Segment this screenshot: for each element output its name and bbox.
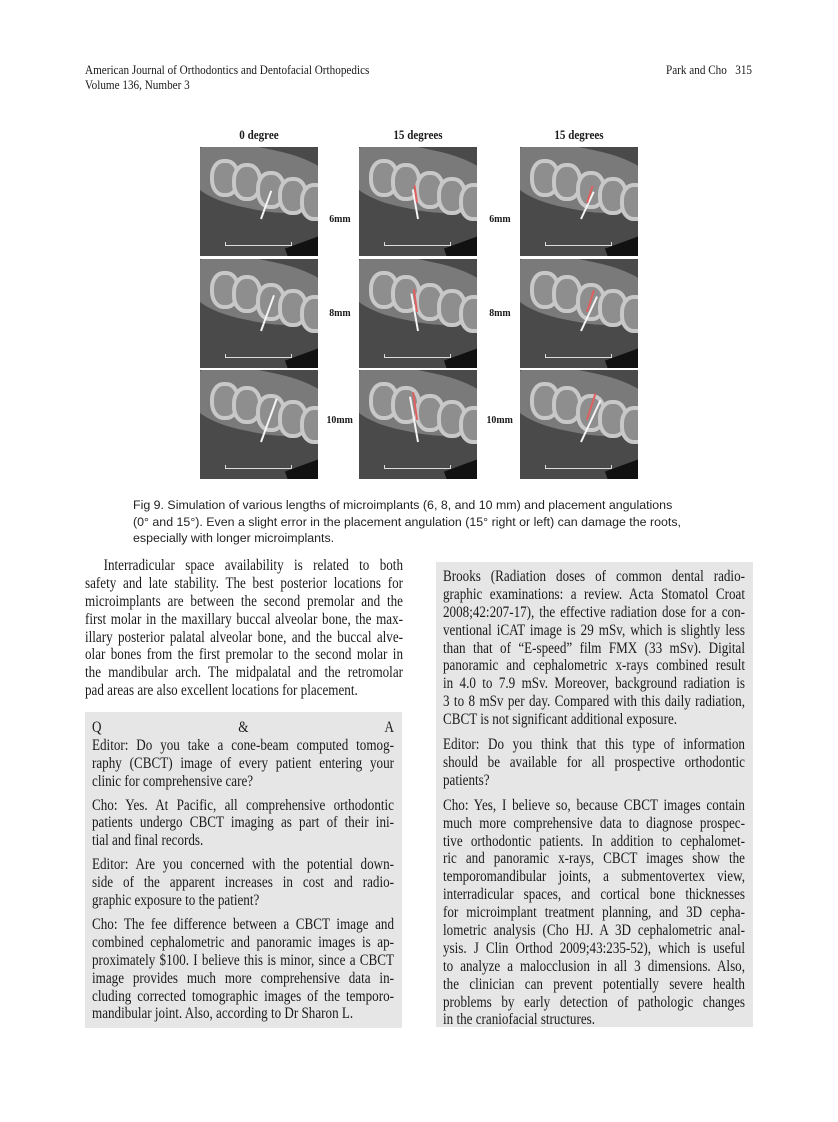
caption-line: Fig 9. Simulation of various lengths of microimplants (6, 8, and 10 mm) and placement angulations bbox=[133, 498, 673, 512]
cbct-image-panel bbox=[200, 147, 318, 256]
text-line: Editor: Are you concerned with the potential down- bbox=[92, 856, 394, 874]
text-line: interradicular spaces, and cortical bone thicknesses bbox=[443, 886, 745, 904]
text-line: Q & A bbox=[92, 719, 394, 736]
text-line: proximately $100. I believe this is minor, since a CBCT bbox=[92, 951, 394, 969]
text-line: graphic exposure to the patient? bbox=[92, 892, 260, 910]
text-line: raphy (CBCT) image of every patient entering your bbox=[92, 754, 394, 772]
image-corner bbox=[605, 235, 638, 256]
tooth-shape bbox=[459, 406, 477, 444]
text-line: Brooks (Radiation doses of common dental radio- bbox=[443, 568, 745, 585]
text-line: Cho: Yes, I believe so, because CBCT images contain bbox=[443, 796, 745, 814]
text-line: patients undergo CBCT imaging as part of their ini- bbox=[92, 814, 394, 832]
text-line: ventional iCAT image is 29 mSv, which is slightly less bbox=[443, 621, 745, 639]
text-line: should be available for all prospective orthodontic bbox=[443, 753, 745, 771]
cbct-image-panel bbox=[359, 259, 477, 368]
text-line: CBCT is not significant additional exposure. bbox=[443, 711, 678, 729]
tooth-shape bbox=[620, 295, 638, 333]
text-line: in 4.0 to 7.9 mSv. Moreover, background radiation is bbox=[443, 675, 745, 693]
text-line: microimplants are between the second premolar and the bbox=[85, 592, 403, 610]
cbct-image-panel bbox=[520, 259, 638, 368]
text-line: safety and late stability. The best posterior locations for bbox=[85, 574, 403, 592]
image-corner bbox=[444, 347, 477, 368]
scale-bar bbox=[225, 242, 292, 246]
qa-paragraph bbox=[443, 568, 800, 729]
cbct-image-panel bbox=[520, 147, 638, 256]
running-head: Park and Cho 315 bbox=[665, 62, 752, 77]
cbct-image-panel bbox=[200, 370, 318, 479]
length-label: 10mm bbox=[486, 414, 513, 426]
text-line: ysis. J Clin Orthod 2009;43:235-52), which is useful bbox=[443, 939, 745, 957]
cbct-image-panel bbox=[200, 259, 318, 368]
column-title: 15 degrees bbox=[554, 127, 604, 142]
text-line: Cho: The fee difference between a CBCT image and bbox=[92, 916, 394, 933]
scale-bar bbox=[545, 242, 612, 246]
tooth-shape bbox=[300, 295, 318, 333]
image-corner bbox=[605, 347, 638, 368]
scale-bar bbox=[225, 465, 292, 469]
text-line: side of the apparent increases in cost and radio- bbox=[92, 874, 394, 892]
length-label: 10mm bbox=[326, 414, 353, 426]
tooth-shape bbox=[459, 295, 477, 333]
volume-number: Volume 136, Number 3 bbox=[85, 77, 190, 92]
image-corner bbox=[444, 235, 477, 256]
scale-bar bbox=[384, 242, 451, 246]
qa-paragraph bbox=[443, 736, 800, 790]
text-line: 3 to 8 mSv per day. Compared with this daily radiation, bbox=[443, 693, 745, 711]
qa-paragraph bbox=[92, 916, 449, 1023]
text-line: olar bones from the first premolar to the second molar in bbox=[85, 646, 403, 664]
scale-bar bbox=[384, 354, 451, 358]
text-line: cluding corrected tomographic images of the temporo- bbox=[92, 987, 394, 1005]
tooth-shape bbox=[300, 183, 318, 221]
qa-paragraph bbox=[443, 797, 800, 1030]
column-title: 15 degrees bbox=[393, 127, 443, 142]
scale-bar bbox=[225, 354, 292, 358]
length-label: 8mm bbox=[329, 307, 351, 319]
text-line: than that of “E-speed” film FMX (33 mSv). Digital bbox=[443, 639, 745, 657]
text-line: graphic examinations: a review. Acta Stomatol Croat bbox=[443, 585, 745, 603]
text-line: tial and final records. bbox=[92, 832, 204, 850]
body-paragraph bbox=[85, 557, 461, 700]
tooth-shape bbox=[459, 183, 477, 221]
text-line: image provides much more comprehensive data in- bbox=[92, 969, 394, 987]
text-line: lometric analysis (Cho HJ. A 3D cephalometric anal- bbox=[443, 922, 745, 940]
cbct-image-panel bbox=[359, 370, 477, 479]
text-line: ric and panoramic x-rays, CBCT images show the bbox=[443, 850, 745, 868]
text-line: the mandibular arch. The midpalatal and the retromolar bbox=[85, 664, 403, 682]
figure-caption bbox=[133, 497, 681, 547]
text-line: first molar in the maxillary buccal alveolar bone, the max- bbox=[85, 610, 403, 628]
length-label: 6mm bbox=[489, 213, 511, 225]
text-line: tive orthodontic patients. In addition to cephalomet- bbox=[443, 832, 745, 850]
text-line: panoramic and cephalometric x-rays combined result bbox=[443, 657, 745, 675]
text-line: illary posterior palatal alveolar bone, and the buccal alve- bbox=[85, 628, 403, 646]
column-title: 0 degree bbox=[239, 127, 279, 142]
text-line: Cho: Yes. At Pacific, all comprehensive orthodontic bbox=[92, 796, 394, 814]
caption-line: (0° and 15°). Even a slight error in the placement angulation (15° right or left) can damage the roots, bbox=[133, 514, 681, 529]
image-corner bbox=[444, 458, 477, 479]
text-line: clinic for comprehensive care? bbox=[92, 772, 254, 790]
scale-bar bbox=[545, 354, 612, 358]
text-line: combined cephalometric and panoramic images is ap- bbox=[92, 933, 394, 951]
image-corner bbox=[285, 347, 318, 368]
text-line: much more comprehensive data to diagnose prospec- bbox=[443, 814, 745, 832]
tooth-shape bbox=[620, 406, 638, 444]
image-corner bbox=[285, 235, 318, 256]
text-line: mandibular joint. Also, according to Dr Sharon L. bbox=[92, 1005, 354, 1023]
text-line: for microimplant treatment planning, and 3D cepha- bbox=[443, 904, 745, 922]
text-line: Editor: Do you take a cone-beam computed tomog- bbox=[92, 736, 394, 754]
length-label: 8mm bbox=[489, 307, 511, 319]
text-line: to analyze a malocclusion in all 3 dimensions. Also, bbox=[443, 957, 745, 975]
image-corner bbox=[285, 458, 318, 479]
text-line: pad areas are also excellent locations for placement. bbox=[85, 682, 358, 700]
text-line: Editor: Do you think that this type of information bbox=[443, 736, 745, 754]
text-line: temporomandibular joints, a submentovertex view, bbox=[443, 868, 745, 886]
text-line: in the craniofacial structures. bbox=[443, 1011, 596, 1029]
text-line: the clinician can prevent potentially severe health bbox=[443, 975, 745, 993]
cbct-image-panel bbox=[520, 370, 638, 479]
text-line: patients? bbox=[443, 771, 490, 789]
scale-bar bbox=[384, 465, 451, 469]
qa-paragraph bbox=[92, 719, 449, 791]
text-line: Interradicular space availability is related to both bbox=[103, 557, 403, 574]
text-line: 2008;42:207-17), the effective radiation dose for a con- bbox=[443, 603, 745, 621]
qa-paragraph bbox=[92, 797, 449, 851]
length-label: 6mm bbox=[329, 213, 351, 225]
journal-title: American Journal of Orthodontics and Dentofacial Orthopedics bbox=[85, 62, 370, 77]
tooth-shape bbox=[300, 406, 318, 444]
text-line: problems by early detection of pathologic changes bbox=[443, 993, 745, 1011]
image-corner bbox=[605, 458, 638, 479]
scale-bar bbox=[545, 465, 612, 469]
tooth-shape bbox=[620, 183, 638, 221]
cbct-image-panel bbox=[359, 147, 477, 256]
caption-line: especially with longer microimplants. bbox=[133, 531, 335, 545]
qa-paragraph bbox=[92, 856, 449, 910]
